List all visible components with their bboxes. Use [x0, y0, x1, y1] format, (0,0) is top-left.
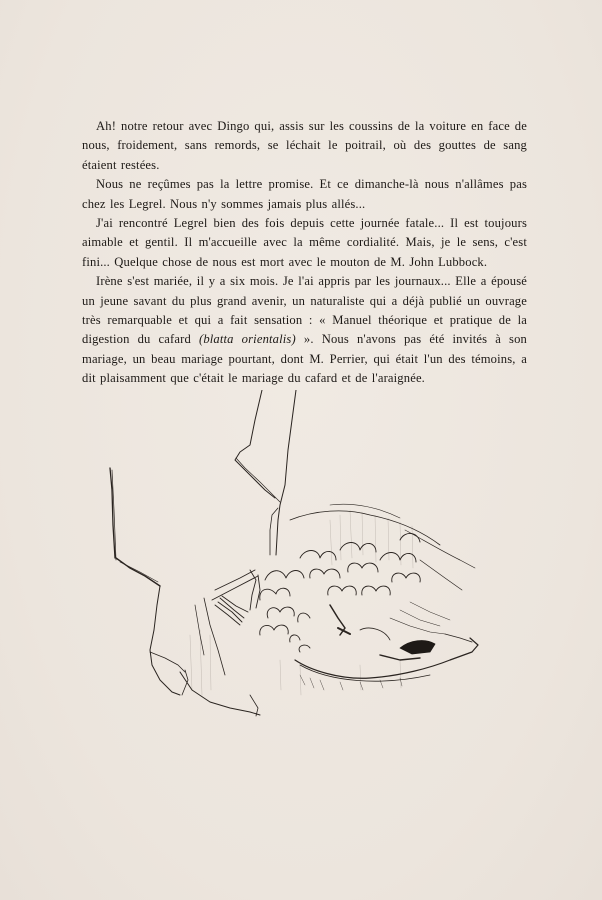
paragraph-4-start: Irène s'est mariée, il y a six mois. Je l'ai appris par les journaux... Elle a épousé un jeune savant du plus grand avenir, un naturaliste qui a déjà publié un ouvrage très remarquable et qui a fait sensation : « Manuel théorique et pratique de la digestion du cafard — [82, 274, 527, 347]
paragraph-4-end: ». Nous n'avons pas été invités à son mariage, un beau mariage pourtant, dont M. Perrier, qui était l'un des témoins, a dit plaisamment que c'était le mariage du cafard et de l'araignée. — [82, 332, 527, 386]
latin-name: (blatta orientalis) — [198, 332, 296, 347]
etching-illustration — [100, 390, 490, 730]
paragraph-1: Ah! notre retour avec Dingo qui, assis sur les coussins de la voiture en face de nous, froidement, sans remords, se léchait le poitrail, où des gouttes de sang étaient restées. — [82, 119, 527, 172]
body-text — [82, 117, 527, 389]
paragraph-4 — [82, 272, 527, 388]
paragraph-2: Nous ne reçûmes pas la lettre promise. Et ce dimanche-là nous n'allâmes pas chez les Legrel. Nous n'y sommes jamais plus allés... — [82, 177, 527, 211]
paragraph-3: J'ai rencontré Legrel bien des fois depuis cette journée fatale... Il est toujours aimable et gentil. Il m'accueille avec la même cordialité. Mais, je le sens, c'est fini... Quelque chose de nous est mort avec le mouton de M. John Lubbock. — [82, 216, 527, 269]
sheep-head-sketch-icon — [100, 390, 490, 730]
